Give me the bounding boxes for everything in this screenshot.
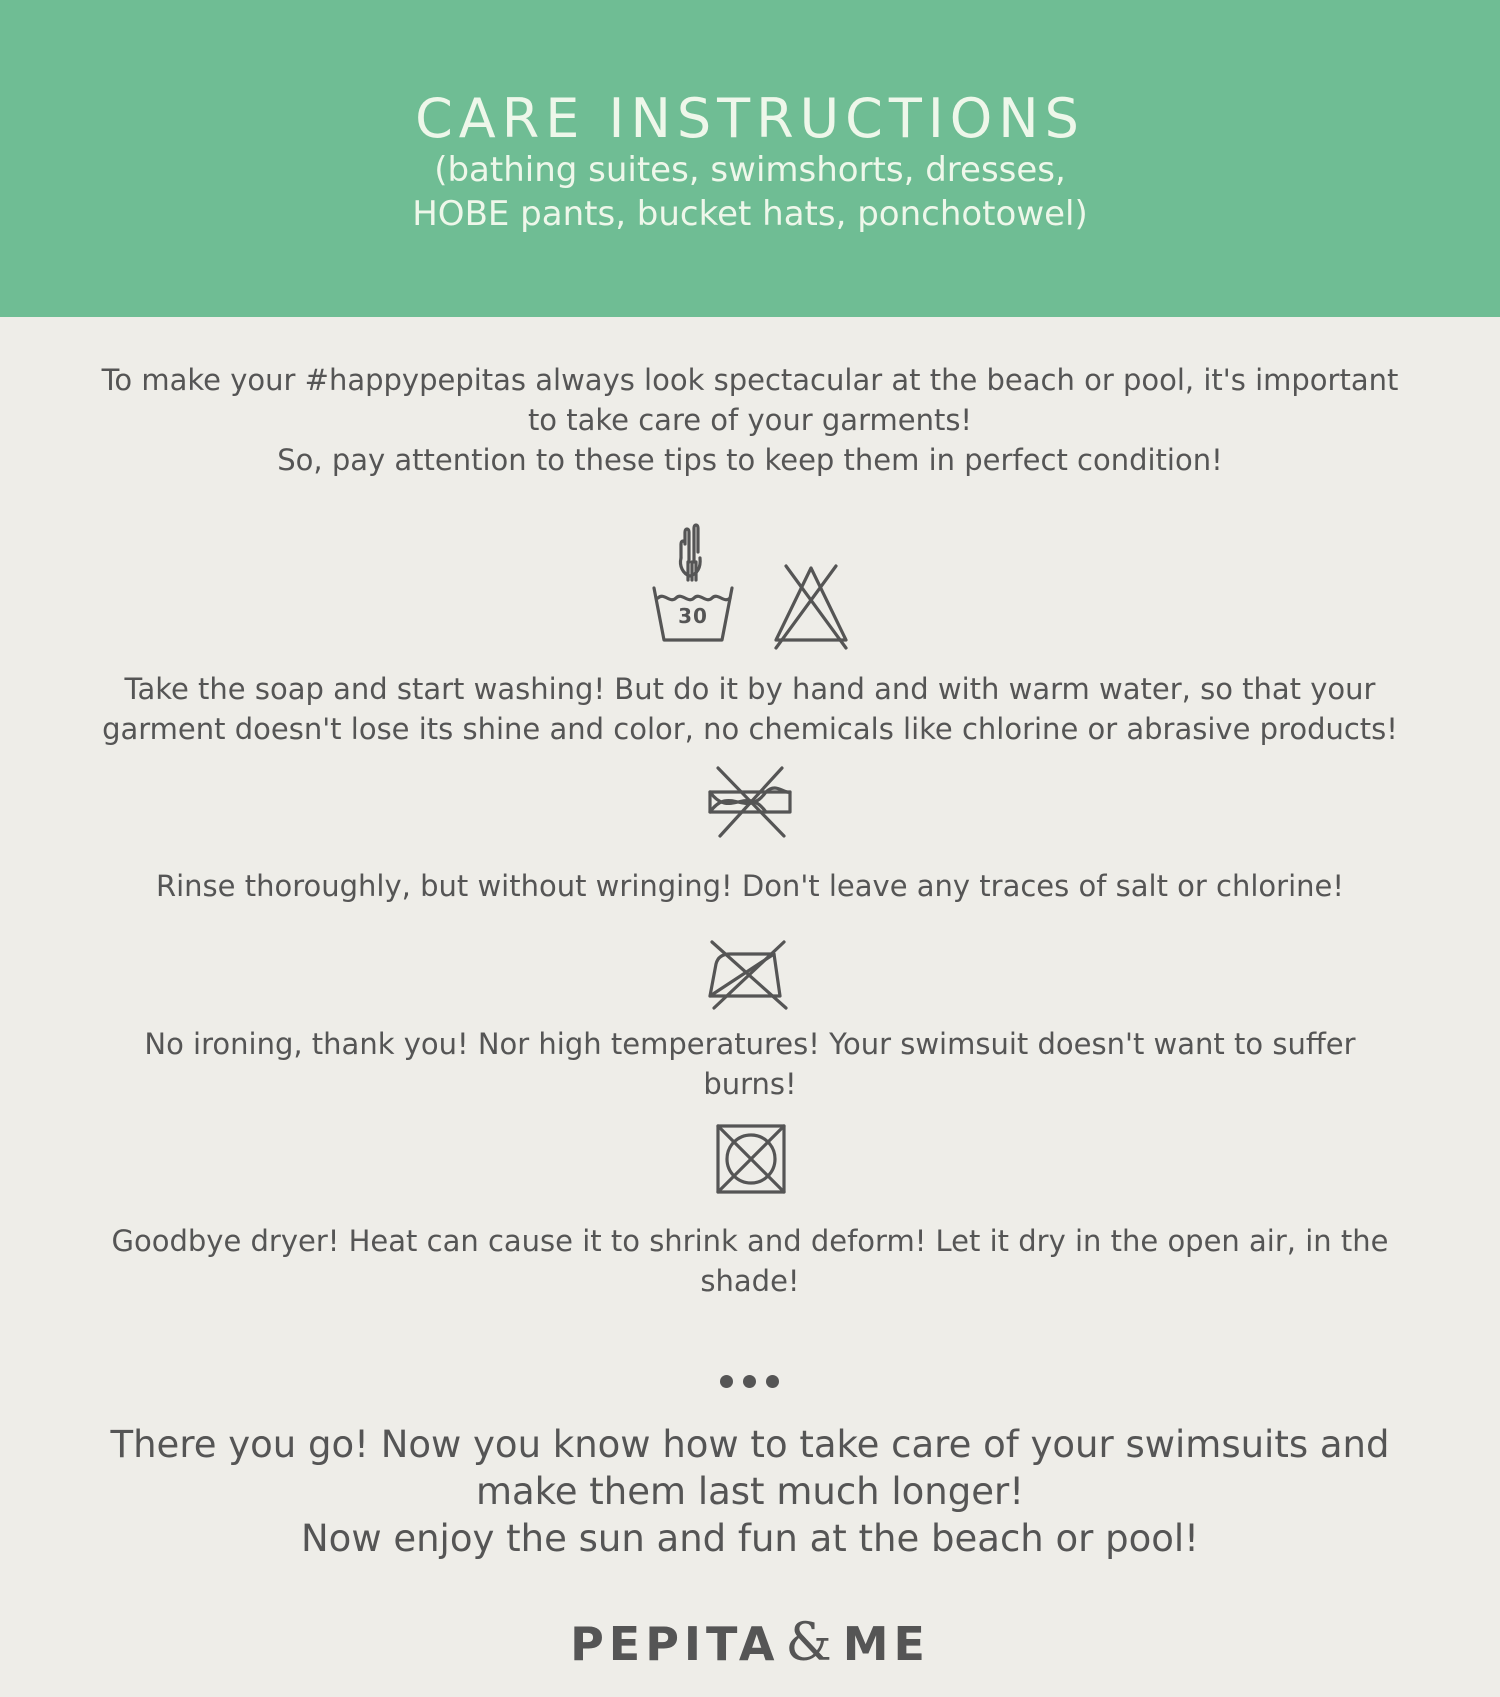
- tip-line: Rinse thoroughly, but without wringing! Don't leave any traces of salt or chlorine!: [155, 869, 1345, 903]
- intro-line: to take care of your garments!: [527, 403, 973, 437]
- closing-line: There you go! Now you know how to take care of your swimsuits and: [110, 1423, 1390, 1466]
- subtitle-line-2: HOBE pants, bucket hats, ponchotowel): [412, 194, 1088, 234]
- tip-rinse: [40, 866, 1460, 906]
- closing-line: Now enjoy the sun and fun at the beach or pool!: [301, 1517, 1199, 1560]
- intro-line: To make your #happypepitas always look spectacular at the beach or pool, it's important: [101, 363, 1399, 397]
- dots-divider: [718, 1375, 782, 1389]
- divider-dot: [743, 1375, 756, 1388]
- page-title: CARE INSTRUCTIONS: [415, 87, 1085, 150]
- no-tumble-dry-icon: [714, 1122, 788, 1196]
- brand-logo: [0, 1615, 1500, 1672]
- divider-dot: [720, 1375, 733, 1388]
- brand-ampersand: &: [785, 1613, 837, 1673]
- tip-hand-wash: [40, 669, 1460, 749]
- no-wring-icon: [706, 764, 794, 840]
- tip-no-ironing: [40, 1024, 1460, 1104]
- closing-line: make them last much longer!: [475, 1470, 1025, 1513]
- tip-line: Goodbye dryer! Heat can cause it to shrink and deform! Let it dry in the open air, in the: [111, 1224, 1389, 1258]
- brand-name-left: PEPITA: [570, 1617, 780, 1671]
- tip-line: shade!: [700, 1264, 800, 1298]
- intro-text: [40, 360, 1460, 480]
- tip-line: Take the soap and start washing! But do it by hand and with warm water, so that your: [124, 672, 1376, 706]
- brand-name-right: ME: [842, 1617, 930, 1671]
- wash-temperature-label: 30: [678, 604, 708, 628]
- intro-line: So, pay attention to these tips to keep them in perfect condition!: [277, 443, 1223, 477]
- hand-wash-30-icon: [650, 522, 736, 646]
- subtitle-line-1: (bathing suites, swimshorts, dresses,: [434, 150, 1066, 190]
- closing-text: [40, 1421, 1460, 1562]
- tip-line: burns!: [703, 1067, 797, 1101]
- divider-dot: [766, 1375, 779, 1388]
- no-bleach-icon: [770, 562, 852, 652]
- no-iron-icon: [706, 936, 790, 1010]
- tip-line: No ironing, thank you! Nor high temperatures! Your swimsuit doesn't want to suffer: [144, 1027, 1356, 1061]
- header-banner: [0, 0, 1500, 317]
- tip-line: garment doesn't lose its shine and color, no chemicals like chlorine or abrasive products!: [102, 712, 1398, 746]
- tip-no-dryer: [40, 1221, 1460, 1301]
